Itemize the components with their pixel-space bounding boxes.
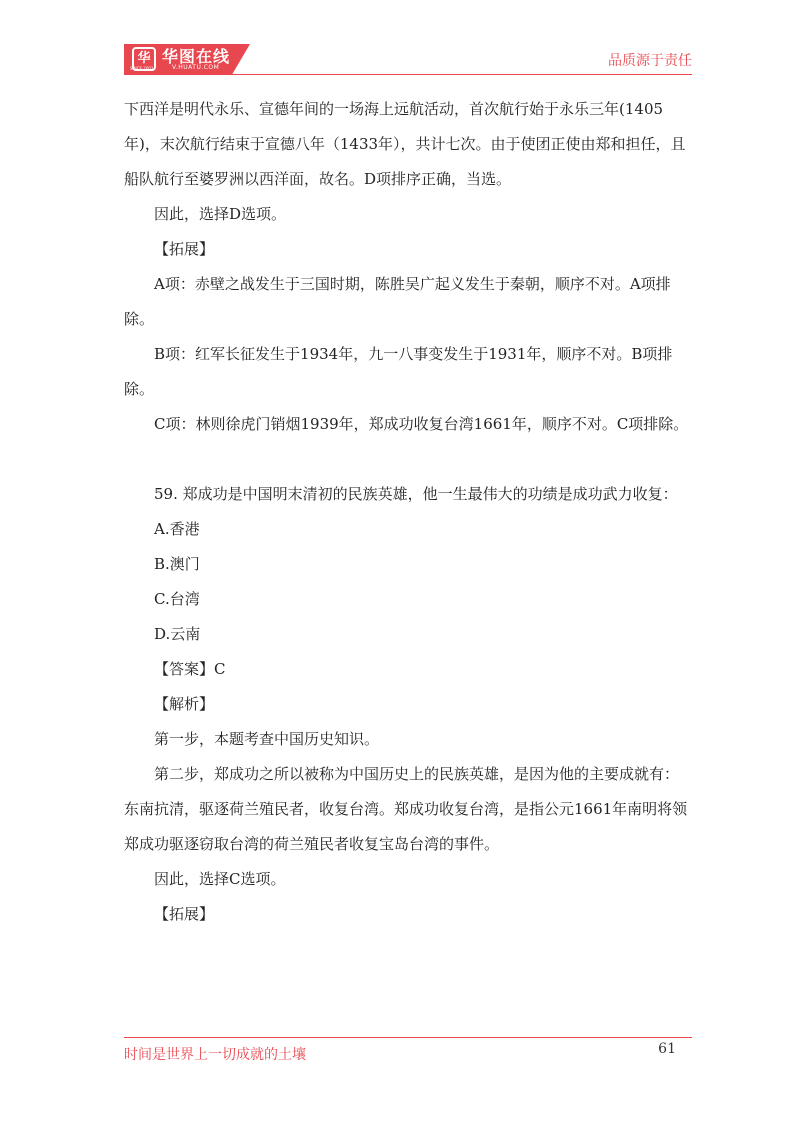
extension-heading-2: 【拓展】 [154, 905, 215, 923]
page-number: 61 [658, 1041, 676, 1057]
page-header [0, 0, 800, 80]
extension-heading: 【拓展】 [154, 240, 215, 258]
step-one: 第一步，本题考查中国历史知识。 [154, 730, 380, 748]
spacer [124, 442, 690, 477]
option-c-explanation: C项：林则徐虎门销烟1939年，郑成功收复台湾1661年，顺序不对。C项排除。 [154, 415, 689, 433]
conclusion-d: 因此，选择D选项。 [154, 205, 287, 223]
paragraph-zhenghe: 下西洋是明代永乐、宣德年间的一场海上远航活动，首次航行始于永乐三年(1405年)，末次航行结束于宣德八年（1433年），共计七次。由于使团正使由郑和担任，且船队航行至婆罗洲以西洋面，故名。D项排序正确，当选。 [124, 100, 686, 188]
conclusion-c: 因此，选择C选项。 [154, 870, 286, 888]
question-59: 59. 郑成功是中国明末清初的民族英雄，他一生最伟大的功绩是成功武力收复： [154, 485, 678, 503]
option-a: A.香港 [154, 520, 200, 538]
option-b-explanation: B项：红军长征发生于1934年，九一八事变发生于1931年，顺序不对。B项排除。 [124, 345, 673, 398]
option-b: B.澳门 [154, 555, 200, 573]
logo-brand: 华图在线 [162, 47, 231, 66]
footer-motto: 时间是世界上一切成就的土壤 [124, 1047, 306, 1063]
option-d: D.云南 [154, 625, 201, 643]
step-two: 第二步，郑成功之所以被称为中国历史上的民族英雄，是因为他的主要成就有：东南抗清，驱逐荷兰殖民者，收复台湾。郑成功收复台湾，是指公元1661年南明将领郑成功驱逐窃取台湾的荷兰殖民者收复宝岛台湾的事件。 [124, 765, 688, 853]
header-divider [124, 74, 692, 75]
logo-year: SINCE 2001 [130, 66, 154, 71]
logo-url: V.HUATU.COM [172, 64, 220, 71]
option-c: C.台湾 [154, 590, 200, 608]
page-content [124, 92, 690, 932]
option-a-explanation: A项：赤壁之战发生于三国时期，陈胜吴广起义发生于秦朝，顺序不对。A项排除。 [124, 275, 671, 328]
analysis-heading: 【解析】 [154, 695, 215, 713]
footer-divider [124, 1037, 692, 1038]
logo-icon: 华 [132, 47, 156, 71]
header-slogan: 品质源于责任 [608, 53, 692, 69]
answer: 【答案】C [154, 660, 226, 678]
